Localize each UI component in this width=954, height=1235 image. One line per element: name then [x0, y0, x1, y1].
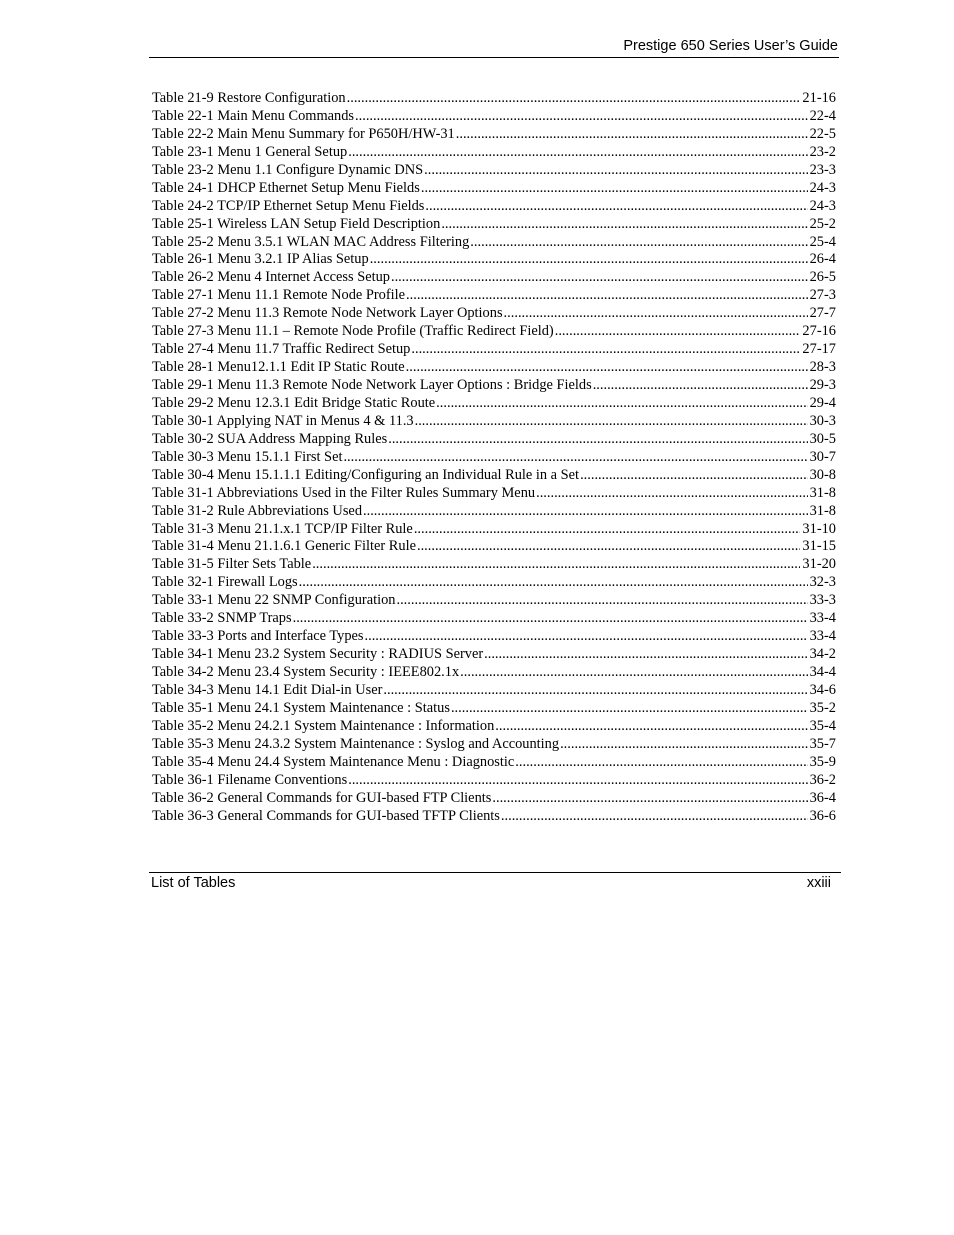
toc-entry[interactable]: [152, 503, 836, 521]
toc-entry-page: 31-20: [802, 556, 836, 573]
toc-entry-page: 34-4: [809, 664, 836, 680]
toc-entry-title: Table 30-2 SUA Address Mapping Rules: [152, 430, 388, 447]
toc-entry-page: 29-3: [809, 377, 836, 393]
toc-dot-leader: [365, 628, 808, 646]
list-of-tables: [152, 90, 836, 825]
toc-entry-title: Table 27-4 Menu 11.7 Traffic Redirect Setup: [152, 341, 411, 358]
toc-dot-leader: [383, 682, 807, 700]
toc-entry-page: 33-3: [809, 592, 836, 609]
toc-entry-title: Table 31-1 Abbreviations Used in the Filter Rules Summary Menu: [152, 484, 536, 501]
toc-entry-page: 36-4: [809, 789, 836, 806]
toc-dot-leader: [492, 790, 807, 808]
toc-entry-page: 24-3: [809, 197, 836, 214]
toc-entry-title: Table 21-9 Restore Configuration: [152, 90, 346, 106]
toc-entry[interactable]: [152, 108, 836, 126]
toc-dot-leader: [421, 180, 808, 198]
toc-entry-title: Table 24-1 DHCP Ethernet Setup Menu Fields: [152, 179, 420, 196]
toc-entry-title: Table 23-1 Menu 1 General Setup: [152, 143, 348, 160]
toc-entry[interactable]: [152, 395, 836, 413]
toc-entry-page: 27-7: [809, 305, 836, 322]
toc-entry-page: 31-15: [802, 538, 836, 555]
toc-dot-leader: [441, 216, 807, 234]
footer-page-number: xxiii: [806, 875, 831, 891]
toc-entry-title: Table 23-2 Menu 1.1 Configure Dynamic DNS: [152, 161, 424, 178]
toc-dot-leader: [293, 610, 808, 628]
toc-entry-title: Table 33-3 Ports and Interface Types: [152, 628, 364, 645]
toc-dot-leader: [370, 251, 808, 269]
toc-entry-title: Table 30-3 Menu 15.1.1 First Set: [152, 448, 343, 465]
toc-entry-page: 24-3: [809, 179, 836, 196]
toc-dot-leader: [355, 108, 808, 126]
toc-entry-page: 30-8: [809, 466, 836, 483]
toc-entry-title: Table 33-1 Menu 22 SNMP Configuration: [152, 592, 396, 609]
toc-entry-title: Table 31-4 Menu 21.1.6.1 Generic Filter Rule: [152, 538, 416, 555]
toc-entry-page: 30-5: [809, 430, 836, 447]
toc-entry[interactable]: [152, 556, 836, 574]
toc-entry-page: 21-16: [802, 90, 836, 106]
footer-divider: [149, 872, 841, 873]
toc-entry-title: Table 30-1 Applying NAT in Menus 4 & 11.3: [152, 412, 414, 429]
toc-dot-leader: [388, 431, 807, 449]
toc-entry-page: 35-2: [809, 699, 836, 716]
toc-entry[interactable]: [152, 198, 836, 216]
toc-entry-page: 33-4: [809, 628, 836, 645]
toc-dot-leader: [495, 718, 807, 736]
toc-entry-title: Table 35-3 Menu 24.3.2 System Maintenance : Syslog and Accounting: [152, 735, 560, 752]
toc-entry-page: 36-2: [809, 771, 836, 788]
toc-dot-leader: [555, 323, 801, 341]
toc-entry-page: 27-16: [802, 323, 836, 340]
toc-entry-title: Table 31-5 Filter Sets Table: [152, 556, 312, 573]
toc-dot-leader: [536, 485, 808, 503]
toc-dot-leader: [470, 234, 807, 252]
toc-entry-title: Table 29-2 Menu 12.3.1 Edit Bridge Static Route: [152, 394, 436, 411]
toc-entry[interactable]: [152, 305, 836, 323]
toc-entry-title: Table 28-1 Menu12.1.1 Edit IP Static Route: [152, 359, 405, 376]
toc-entry-page: 28-3: [809, 359, 836, 376]
header-divider: [149, 57, 839, 58]
toc-entry-title: Table 35-2 Menu 24.2.1 System Maintenance : Information: [152, 717, 495, 734]
toc-entry[interactable]: [152, 718, 836, 736]
toc-dot-leader: [417, 538, 800, 556]
toc-entry[interactable]: [152, 126, 836, 144]
toc-entry[interactable]: [152, 162, 836, 180]
toc-dot-leader: [460, 664, 807, 682]
toc-entry-title: Table 24-2 TCP/IP Ethernet Setup Menu Fields: [152, 197, 425, 214]
toc-dot-leader: [406, 287, 808, 305]
toc-entry[interactable]: [152, 287, 836, 305]
toc-dot-leader: [593, 377, 808, 395]
toc-entry[interactable]: [152, 592, 836, 610]
toc-entry-page: 35-7: [809, 735, 836, 752]
toc-entry[interactable]: [152, 574, 836, 592]
toc-entry[interactable]: [152, 251, 836, 269]
toc-entry-title: Table 35-4 Menu 24.4 System Maintenance Menu : Diagnostic: [152, 753, 515, 770]
toc-dot-leader: [580, 467, 808, 485]
toc-dot-leader: [363, 503, 808, 521]
toc-entry-page: 36-6: [809, 807, 836, 824]
toc-dot-leader: [515, 754, 807, 772]
toc-entry[interactable]: [152, 413, 836, 431]
toc-entry[interactable]: [152, 538, 836, 556]
toc-entry-title: Table 35-1 Menu 24.1 System Maintenance : Status: [152, 699, 450, 716]
toc-entry-title: Table 25-2 Menu 3.5.1 WLAN MAC Address Filtering: [152, 233, 470, 250]
toc-entry-title: Table 36-3 General Commands for GUI-based TFTP Clients: [152, 807, 500, 824]
toc-entry[interactable]: [152, 269, 836, 287]
toc-entry[interactable]: [152, 144, 836, 162]
toc-entry[interactable]: [152, 377, 836, 395]
toc-entry-page: 32-3: [809, 574, 836, 591]
toc-entry-title: Table 26-2 Menu 4 Internet Access Setup: [152, 269, 390, 286]
toc-entry-title: Table 34-1 Menu 23.2 System Security : RADIUS Server: [152, 646, 484, 663]
toc-entry-title: Table 34-3 Menu 14.1 Edit Dial-in User: [152, 681, 383, 698]
toc-entry-title: Table 22-2 Main Menu Summary for P650H/HW-31: [152, 125, 455, 142]
toc-entry-page: 22-4: [809, 107, 836, 124]
toc-entry[interactable]: [152, 772, 836, 790]
toc-entry-page: 27-3: [809, 287, 836, 304]
toc-entry[interactable]: [152, 323, 836, 341]
toc-entry[interactable]: [152, 754, 836, 772]
toc-entry[interactable]: [152, 431, 836, 449]
toc-dot-leader: [343, 449, 807, 467]
toc-entry-title: Table 36-2 General Commands for GUI-based FTP Clients: [152, 789, 492, 806]
toc-entry-title: Table 30-4 Menu 15.1.1.1 Editing/Configuring an Individual Rule in a Set: [152, 466, 580, 483]
toc-entry-page: 23-3: [809, 161, 836, 178]
toc-entry[interactable]: [152, 610, 836, 628]
toc-entry-title: Table 32-1 Firewall Logs: [152, 574, 298, 591]
toc-entry-title: Table 31-3 Menu 21.1.x.1 TCP/IP Filter Rule: [152, 520, 413, 537]
toc-dot-leader: [347, 90, 801, 108]
toc-entry[interactable]: [152, 180, 836, 198]
toc-dot-leader: [391, 269, 808, 287]
toc-entry-page: 35-9: [809, 753, 836, 770]
toc-entry-page: 27-17: [802, 341, 836, 358]
toc-entry-page: 22-5: [809, 125, 836, 142]
toc-entry-page: 31-8: [809, 484, 836, 501]
toc-dot-leader: [424, 162, 807, 180]
toc-entry-page: 34-6: [809, 681, 836, 698]
toc-entry-page: 29-4: [809, 394, 836, 411]
toc-entry-page: 33-4: [809, 610, 836, 627]
toc-entry[interactable]: [152, 646, 836, 664]
toc-dot-leader: [484, 646, 807, 664]
toc-dot-leader: [436, 395, 807, 413]
toc-entry[interactable]: [152, 664, 836, 682]
toc-entry-title: Table 27-3 Menu 11.1 – Remote Node Profile (Traffic Redirect Field): [152, 323, 554, 340]
toc-dot-leader: [312, 556, 800, 574]
toc-dot-leader: [411, 341, 800, 359]
toc-entry[interactable]: [152, 234, 836, 252]
toc-entry-page: 30-3: [809, 412, 836, 429]
toc-entry[interactable]: [152, 628, 836, 646]
toc-dot-leader: [348, 144, 807, 162]
toc-entry-page: 31-10: [802, 520, 836, 537]
toc-entry-page: 23-2: [809, 143, 836, 160]
toc-entry[interactable]: [152, 359, 836, 377]
toc-dot-leader: [415, 413, 808, 431]
toc-entry[interactable]: [152, 790, 836, 808]
toc-entry-title: Table 33-2 SNMP Traps: [152, 610, 292, 627]
toc-entry[interactable]: [152, 700, 836, 718]
toc-entry-page: 31-8: [809, 502, 836, 519]
toc-entry-page: 26-4: [809, 251, 836, 268]
toc-dot-leader: [560, 736, 808, 754]
toc-dot-leader: [501, 808, 808, 826]
toc-entry[interactable]: [152, 485, 836, 503]
toc-entry[interactable]: [152, 682, 836, 700]
toc-dot-leader: [456, 126, 808, 144]
toc-entry-title: Table 29-1 Menu 11.3 Remote Node Network Layer Options : Bridge Fields: [152, 377, 592, 393]
toc-entry-title: Table 22-1 Main Menu Commands: [152, 107, 355, 124]
toc-entry[interactable]: [152, 467, 836, 485]
toc-entry[interactable]: [152, 808, 836, 826]
toc-dot-leader: [299, 574, 808, 592]
toc-entry-page: 30-7: [809, 448, 836, 465]
toc-entry-title: Table 36-1 Filename Conventions: [152, 771, 348, 788]
toc-dot-leader: [406, 359, 808, 377]
toc-entry-title: Table 27-2 Menu 11.3 Remote Node Network Layer Options: [152, 305, 503, 322]
toc-entry-page: 35-4: [809, 717, 836, 734]
toc-dot-leader: [348, 772, 807, 790]
toc-entry[interactable]: [152, 736, 836, 754]
toc-dot-leader: [451, 700, 808, 718]
toc-dot-leader: [396, 592, 807, 610]
toc-entry-title: Table 25-1 Wireless LAN Setup Field Description: [152, 215, 441, 232]
toc-dot-leader: [504, 305, 808, 323]
toc-entry-page: 26-5: [809, 269, 836, 286]
footer-section-name: List of Tables: [151, 875, 236, 891]
toc-entry[interactable]: [152, 216, 836, 234]
toc-entry[interactable]: [152, 341, 836, 359]
toc-entry[interactable]: [152, 521, 836, 539]
toc-entry-title: Table 27-1 Menu 11.1 Remote Node Profile: [152, 287, 406, 304]
toc-dot-leader: [414, 521, 801, 539]
toc-entry-title: Table 26-1 Menu 3.2.1 IP Alias Setup: [152, 251, 369, 268]
toc-dot-leader: [425, 198, 807, 216]
toc-entry-page: 25-2: [809, 215, 836, 232]
toc-entry[interactable]: [152, 90, 836, 108]
toc-entry[interactable]: [152, 449, 836, 467]
toc-entry-page: 25-4: [809, 233, 836, 250]
toc-entry-title: Table 34-2 Menu 23.4 System Security : IEEE802.1x: [152, 664, 460, 680]
toc-entry-title: Table 31-2 Rule Abbreviations Used: [152, 502, 363, 519]
toc-entry-page: 34-2: [809, 646, 836, 663]
running-header-title: Prestige 650 Series User’s Guide: [623, 38, 838, 54]
